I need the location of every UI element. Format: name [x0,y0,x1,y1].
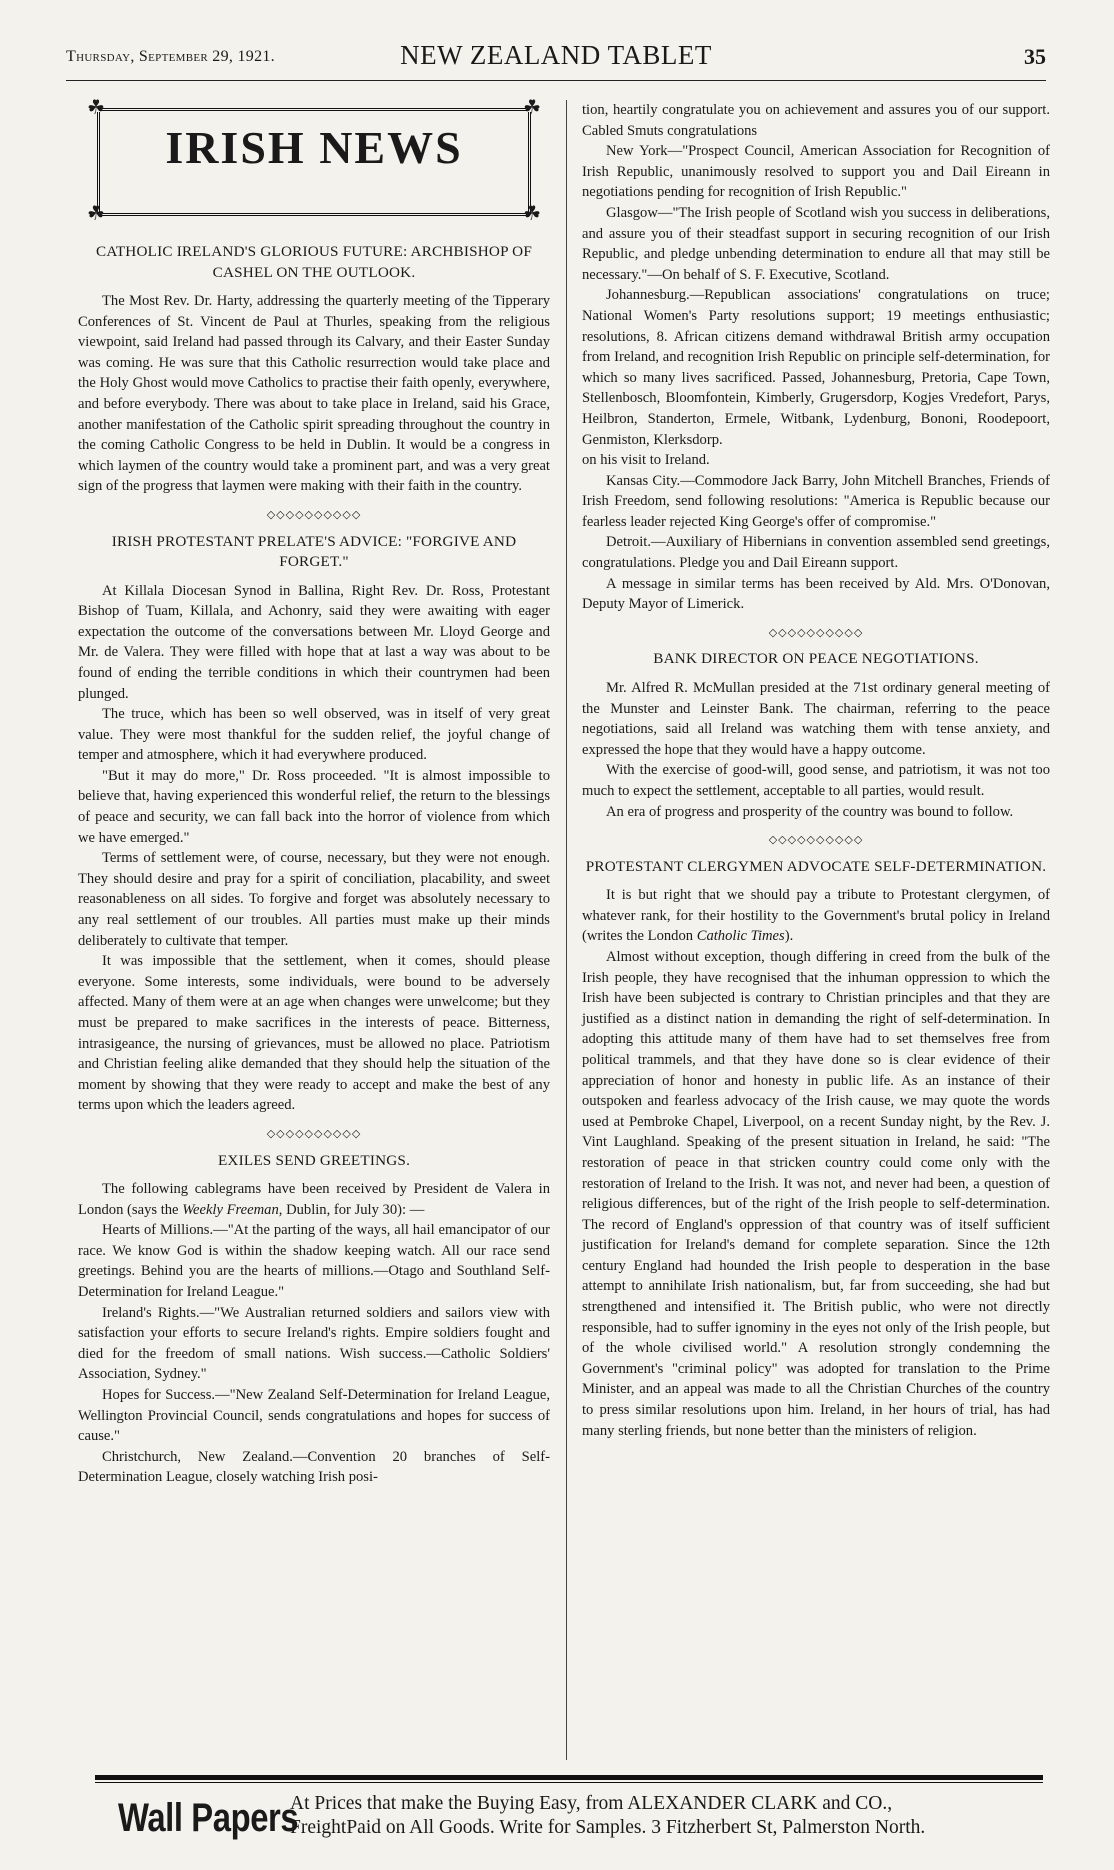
masthead-title: NEW ZEALAND TABLET [400,40,712,70]
article-paragraph: Terms of settlement were, of course, necessary, but they were not enough. They should desire and pray for a spirit of conciliation, placability, and sweet reasonableness on all sides. To forgive and forget was absolutely necessary to any real settlement of our troubles. All parties must make up their minds deliberately to cultivate that temper. [78,850,550,949]
page-header [66,36,1046,76]
advert-line: At Prices that make the Buying Easy, from ALEXANDER CLARK and CO., [290,1793,893,1814]
article-paragraph: Christchurch, New Zealand.—Convention 20 branches of Self-Determination League, closely watching Irish posi- [78,1448,550,1486]
paragraph-text: It is but right that we should pay a tribute to Protestant clergymen, of whatever rank, for their hostility to the Government's brutal policy in Ireland (writes the London [582,887,1050,945]
article-paragraph [78,1179,550,1220]
article-paragraph: Glasgow—"The Irish people of Scotland wish you success in deliberations, and assure you of their steadfast support in securing recognition of our Irish Republic, and pledge unbending determination to endure all that may still be necessary."—On behalf of S. F. Executive, Scotland. [582,204,1050,283]
advert-rule-thick [95,1775,1043,1780]
irish-news-banner [87,97,541,226]
banner-border-top [101,108,527,111]
advert-line: FreightPaid on All Goods. Write for Samples. 3 Fitzherbert St, Palmerston North. [290,1817,926,1838]
article-paragraph: Kansas City.—Commodore Jack Barry, John Mitchell Branches, Friends of Irish Freedom, send following resolutions: "America is Republic because our fearless leader rejected King George's offer of compromise." [582,472,1050,530]
article-paragraph: A message in similar terms has been received by Ald. Mrs. O'Donovan, Deputy Mayor of Limerick. [582,575,1050,613]
article-paragraph: "But it may do more," Dr. Ross proceeded. "It is almost impossible to believe that, having experienced this wonderful relief, the return to the blessings of peace and security, we can fall back into the horror of violence from which we have emerged." [78,767,550,846]
shamrock-icon: ☘ [523,97,541,119]
article-paragraph: Ireland's Rights.—"We Australian returned soldiers and sailors view with satisfaction your efforts to secure Ireland's rights. Empire soldiers fought and died for the freedom of small nations. Wish success.—Catholic Soldiers' Association, Sydney." [78,1304,550,1383]
advert-brand: Wall Papers [118,1796,299,1840]
banner-border-right [528,112,531,214]
shamrock-icon: ☘ [87,97,105,119]
article-paragraph [582,885,1050,947]
article-paragraph: Detroit.—Auxiliary of Hibernians in convention assembled send greetings, congratulations. Pledge you and Dail Eireann support. [582,534,1050,572]
article-headline: IRISH PROTESTANT PRELATE'S ADVICE: "FORGIVE AND FORGET." [111,532,517,571]
article-paragraph: on his visit to Ireland. [582,452,710,469]
banner-title: IRISH NEWS [165,122,463,173]
advert-text [290,1792,925,1840]
article-paragraph: Hearts of Millions.—"At the parting of the ways, all hail emancipator of our race. We know God is within the shadow keeping watch. All our race send greetings. Behind you are the hearts of millions.—Otago and Southland Self-Determination for Ireland League." [78,1222,550,1301]
shamrock-icon: ☘ [523,203,541,225]
article-paragraph: It was impossible that the settlement, when it comes, should please everyone. Some interests, some individuals, were bound to be adversely affected. Many of them were at an age when changes were unwelcome; but they must be prepared to make sacrifices in the interests of peace. Bitterness, intrasigeance, the nursing of grievances, must be allowed no place. Patriotism and Christian feeling alike demanded that they should help the situation of the moment by showing that they were ready to accept and make the best of any terms upon which the leaders agreed. [78,953,550,1114]
banner-border-bottom [101,213,527,216]
section-separator: ◇◇◇◇◇◇◇◇◇◇ [768,626,864,639]
article-paragraph: tion, heartily congratulate you on achievement and assures you of our support. Cabled Smuts congratulations [582,102,1050,139]
article-paragraph: New York—"Prospect Council, American Association for Recognition of Irish Republic, unanimously resolved to support you and Dail Eireann in negotiations pending for recognition of Irish Republic." [582,143,1050,201]
article-paragraph: Mr. Alfred R. McMullan presided at the 71st ordinary general meeting of the Munster and Leinster Bank. The chairman, referring to the peace negotiations, said all Ireland was watching them with tense anxiety, and expressed the hope that they would have a happy outcome. [582,679,1050,758]
header-rule [66,80,1046,81]
publication-name: Weekly Freeman [182,1201,279,1218]
section-separator: ◇◇◇◇◇◇◇◇◇◇ [266,508,362,521]
column-divider [566,100,567,1760]
paragraph-text: ). [784,928,794,945]
section-separator: ◇◇◇◇◇◇◇◇◇◇ [768,834,864,847]
paragraph-text: The following cablegrams have been received by President de Valera in London (says the [78,1181,550,1218]
article-paragraph: Almost without exception, though differing in creed from the bulk of the Irish people, they have recognised that the inhuman oppression to which the Irish have been subjected is contrary to Christian principles and that they are justified as a distinct nation in demanding the right of self-determination. In adopting this attitude many of them have had to set themselves free from political trammels, and that they have done so is clear evidence of their appreciation of honor and honesty in public life. As an instance of their outspoken and fearless advocacy of the Irish cause, we may quote the words used at Pembroke Chapel, Liverpool, on a recent Sunday night, by the Rev. J. Vint Laughland. Speaking of the present situation in Ireland, he said: "The restoration of peace in that stricken country could come only with the restoration of Ireland to the Irish. It was not, and never had been, a question of religious differences, but of the right of the Irish people to self-determination. The record of England's oppression of that country was of itself sufficient justification for Ireland's demand for complete separation. Since the 12th century England had hounded the Irish people to desperation in the base attempt to annihilate Irish nationalism, but, far from succeeding, she had but strengthened and intensified it. The British public, who were not directly responsible, had to suffer ignominy in the eyes not only of the Irish people, but of the whole civilised world." A resolution strongly condemning the Government's "criminal policy" was adopted for translation to the Prime Minister, and an appeal was made to all the Christian Churches of the country to press similar resolutions upon him. Ireland, in her hours of trial, has had many sterling friends, but none better than the ministers of religion. [582,948,1050,1439]
article-paragraph: Hopes for Success.—"New Zealand Self-Determination for Ireland League, Wellington Provincial Council, sends congratulations and hopes for success of cause." [78,1387,550,1445]
article-paragraph: With the exercise of good-will, good sense, and patriotism, it was not too much to expect the settlement, acceptable to all parties, would result. [582,762,1050,799]
article-headline: CATHOLIC IRELAND'S GLORIOUS FUTURE: ARCHBISHOP OF CASHEL ON THE OUTLOOK. [96,243,532,281]
article-headline: BANK DIRECTOR ON PEACE NEGOTIATIONS. [653,650,979,668]
page-number: 35 [1024,44,1046,69]
advert-rule-thin [95,1782,1043,1783]
publication-name: Catholic Times [696,928,785,945]
shamrock-icon: ☘ [87,203,105,225]
wall-papers-advert [118,1790,1048,1850]
banner-border-left [97,112,100,214]
article-headline: EXILES SEND GREETINGS. [217,1151,411,1169]
article-paragraph: At Killala Diocesan Synod in Ballina, Right Rev. Dr. Ross, Protestant Bishop of Tuam, Killala, and Achonry, said they were awaiting with eager expectation the outcome of the conversations between Mr. Lloyd George and Mr. de Valera. They were filled with hope that at last a way was about to be found of ending the terrible conditions in which their countrymen had been plunged. [78,582,550,702]
header-date: Thursday, September 29, 1921. [66,48,275,65]
left-column [78,97,550,1488]
right-column [582,100,1050,1441]
article-paragraph: Johannesburg.—Republican associations' congratulations on truce; National Women's Party resolutions support; 19 meetings enthusiastic; resolutions, 8. African citizens demand withdrawal British army occupation from Ireland, and recognition Irish Republic on principle self-determination, for which so many lives sacrificed. Passed, Johannesburg, Pretoria, Cape Town, Stellenbosch, Bloomfontein, Kimberly, Grugersdorp, Kogjes Vredefort, Parys, Heilbron, Standerton, Ermele, Witbank, Lydenburg, Bononi, Roodepoort, Genmiston, Klerksdorp. [582,287,1050,448]
article-paragraph: An era of progress and prosperity of the country was bound to follow. [606,803,1014,820]
article-paragraph: The Most Rev. Dr. Harty, addressing the quarterly meeting of the Tipperary Conferences of St. Vincent de Paul at Thurles, speaking from the religious viewpoint, said Ireland had passed through its Calvary, and their Easter Sunday was coming. He was sure that this Catholic resurrection would take place and the Holy Ghost would move Catholics to practise their faith openly, everywhere, and before everybody. There was about to take place in Ireland, said his Grace, another manifestation of the Catholic spirit spreading throughout the country in the coming Catholic Congress to be held in Dublin. It would be a congress in which laymen of the country would take a prominent part, and was a very great sign of the progress that laymen were making with their faith in the country. [78,293,550,495]
paragraph-text: , Dublin, for July 30): — [278,1201,425,1218]
section-separator: ◇◇◇◇◇◇◇◇◇◇ [266,1127,362,1140]
article-paragraph: The truce, which has been so well observed, was in itself of very great value. They were most thankful for the sudden relief, the joyful change of temper and atmosphere, which it had everywhere produced. [78,706,550,764]
article-headline: PROTESTANT CLERGYMEN ADVOCATE SELF-DETERMINATION. [585,857,1047,875]
